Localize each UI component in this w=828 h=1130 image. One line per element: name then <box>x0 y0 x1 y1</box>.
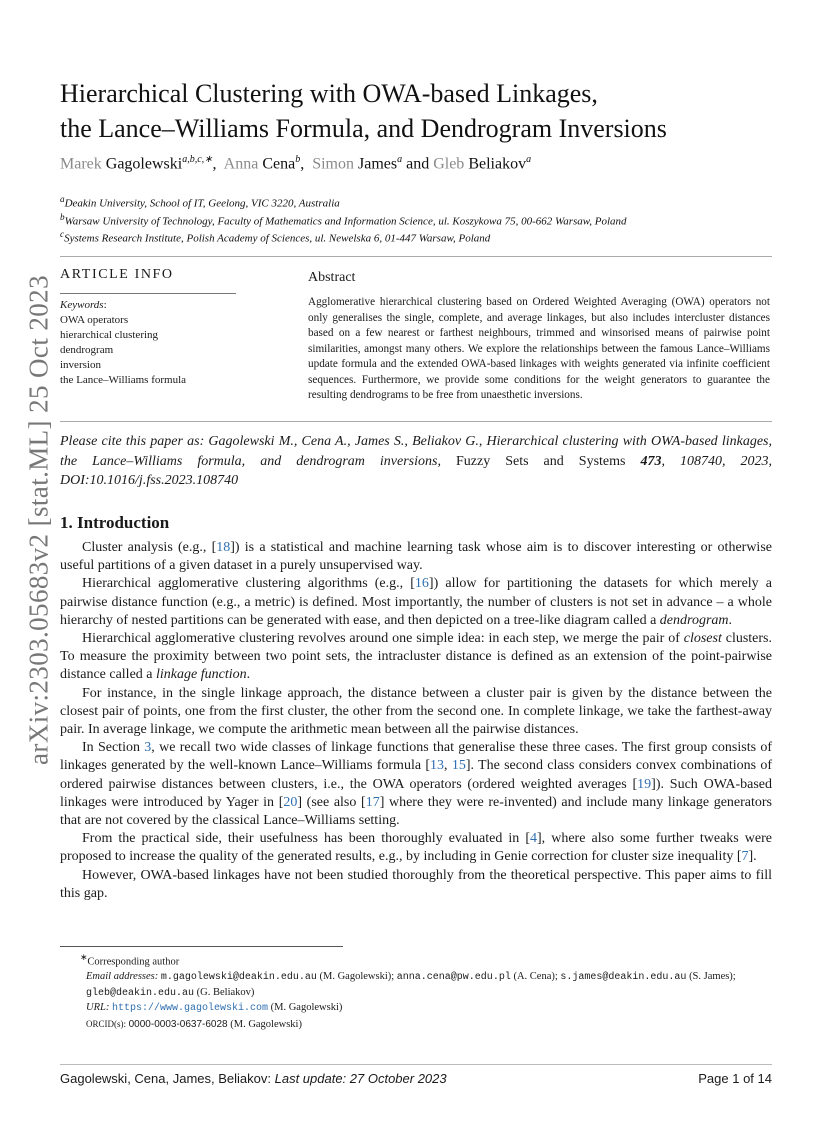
email-link[interactable]: gleb@deakin.edu.au <box>86 987 195 999</box>
affiliation-b <box>60 212 627 228</box>
email-link[interactable]: s.james@deakin.edu.au <box>560 972 687 984</box>
paragraph: Hierarchical agglomerative clustering revolves around one simple idea: in each step, we merge the pair of closest clusters. To measure the proximity between two point sets, the intracluster distance is defined as an extension of the point-pairwise distance called a linkage function. <box>60 631 773 683</box>
citation-link[interactable]: 15 <box>451 758 466 774</box>
author-first-name: Marek <box>60 155 102 173</box>
affiliation-mark: a <box>60 194 65 204</box>
affiliation-c <box>60 229 490 245</box>
homepage-link[interactable]: https://www.gagolewski.com <box>111 1003 268 1015</box>
citation-link[interactable]: 19 <box>637 776 652 792</box>
arxiv-stamp-text: arXiv:2303.05683v2 [stat.ML] 25 Oct 2023 <box>23 275 54 765</box>
page-footer <box>60 1071 772 1086</box>
keyword-item: inversion <box>60 359 101 371</box>
abstract-rule <box>60 421 772 422</box>
paragraph: However, OWA-based linkages have not been studied thoroughly from the theoretical perspective. This paper aims to fill this gap. <box>60 867 772 901</box>
paragraph: Cluster analysis (e.g., [18]) is a statistical and machine learning task whose aim is to discover interesting or otherwise useful partitions of a given dataset in a purely unsupervised way. <box>60 540 772 574</box>
section-heading: 1. Introduction <box>60 513 170 532</box>
cite-journal: Fuzzy Sets and Systems <box>455 453 626 469</box>
footnote-rule <box>60 946 343 947</box>
keyword-item: OWA operators <box>60 314 129 326</box>
keywords-block: Keywords: OWA operators hierarchical clustering dendrogram inversion the Lance–Williams formula <box>60 299 187 386</box>
affiliation-a <box>60 194 340 210</box>
citation-link[interactable]: 13 <box>430 758 445 774</box>
author-affil-mark: b <box>295 154 301 165</box>
arxiv-stamp <box>22 240 56 800</box>
footer-update: Last update: 27 October 2023 <box>274 1071 447 1086</box>
page-number: Page 1 of 14 <box>698 1071 772 1086</box>
cite-notice <box>60 432 772 491</box>
author-first-name: Gleb <box>433 155 465 173</box>
citation-link[interactable]: 17 <box>365 794 380 810</box>
paper-title <box>60 76 780 146</box>
cite-prefix: Please cite this paper as: Gagolewski M., Cena A., James S., Beliakov G., Hierarchical clustering with OWA-based linkages, the Lance–Williams formula, and dendrogram inversions, <box>60 434 772 469</box>
title-line-1: Hierarchical Clustering with OWA-based Linkages, <box>60 79 598 108</box>
keyword-item: hierarchical clustering <box>60 329 159 341</box>
author-first-name: Anna <box>223 155 259 173</box>
author-affil-mark: a <box>526 154 532 165</box>
citation-link[interactable]: 20 <box>283 794 298 810</box>
abstract-text: Agglomerative hierarchical clustering based on Ordered Weighted Averaging (OWA) operators not only generalises the single, complete, and average linkages, but also includes intercluster distances based on a few nearest or farthest neighbours, trimmed and winsorised means of pairwise point similarities, amongst many others. We explore the relationships between the famous Lance–Williams update formula and the extended OWA-based linkages with weights generated via infinite coefficient sequences. Furthermore, we provide some conditions for the weight generators to guarantee the resulting dendrograms to be free from unaesthetic inversions. <box>308 296 770 401</box>
footnote-orcid: ORCID(s): 0000-0003-0637-6028 (M. Gagolewski) <box>86 1018 302 1030</box>
keywords-label: Keywords <box>60 299 104 311</box>
keyword-item: dendrogram <box>60 344 114 356</box>
header-rule <box>60 256 772 257</box>
citation-link[interactable]: 18 <box>216 540 231 555</box>
paragraph: For instance, in the single linkage approach, the distance between a cluster pair is given by the distance between the closest pair of points, one from the first cluster, the other from the second one. In complete linkage, we take the farthest-away pair. In average linkage, we compute the arithmetic mean between all the pairwise distances. <box>60 685 772 738</box>
email-link[interactable]: m.gagolewski@deakin.edu.au <box>160 972 317 984</box>
cite-volume: 473 <box>640 453 662 469</box>
author-last-name: Beliakov <box>468 155 527 173</box>
footnotes <box>60 950 772 1032</box>
affiliation-text: Systems Research Institute, Polish Academy of Sciences, ul. Newelska 6, 01-447 Warsaw, Poland <box>64 232 491 245</box>
footnote-emails: Email addresses: m.gagolewski@deakin.edu.au (M. Gagolewski); anna.cena@pw.edu.pl (A. Cena); s.james@deakin.edu.au (S. James); gleb@deakin.edu.au (G. Beliakov) <box>86 971 736 999</box>
author-last-name: Cena <box>262 155 296 173</box>
author-and: and <box>406 155 430 173</box>
citation-link[interactable]: 4 <box>530 831 538 847</box>
paragraph: Hierarchical agglomerative clustering algorithms (e.g., [16]) allow for partitioning the datasets for which merely a pairwise distance function (e.g., a metric) is defined. Most importantly, the number of clusters is not set in advance – a whole hierarchy of nested partitions can be generated with ease, and then depicted on a tree-like diagram called a dendrogram. <box>60 576 772 628</box>
author-last-name: Gagolewski <box>105 155 183 173</box>
author-first-name: Simon <box>312 155 354 173</box>
keyword-item: the Lance–Williams formula <box>60 374 187 386</box>
author-separator: , <box>300 155 305 173</box>
cite-rest: , 108740, 2023, DOI:10.1016/j.fss.2023.108740 <box>60 453 773 488</box>
affiliation-mark: b <box>60 212 65 222</box>
section-link[interactable]: 3 <box>144 740 152 756</box>
footnote-url: URL: https://www.gagolewski.com (M. Gagolewski) <box>86 1002 343 1015</box>
article-info-heading: ARTICLE INFO <box>60 267 174 282</box>
author-separator: , <box>212 155 217 173</box>
footer-rule <box>60 1064 772 1065</box>
paragraph: From the practical side, their usefulness has been thoroughly evaluated in [4], where also some further tweaks were proposed to increase the quality of the generated results, e.g., by including in Genie correction for cluster size inequality [7]. <box>60 831 772 865</box>
orcid-id: 0000-0003-0637-6028 <box>128 1018 228 1030</box>
article-info-rule <box>60 293 236 294</box>
email-link[interactable]: anna.cena@pw.edu.pl <box>396 972 511 984</box>
affiliation-text: Deakin University, School of IT, Geelong, VIC 3220, Australia <box>64 197 340 210</box>
paragraph: In Section 3, we recall two wide classes of linkage functions that generalise these three cases. The first group consists of linkages generated by the well-known Lance–Williams formula [13, 15]. The second class considers convex combinations of ordered pairwise distances between clusters, i.e., the OWA operators (ordered weighted averages [19]). Such OWA-based linkages were introduced by Yager in [20] (see also [17] where they were re-invented) and include many linkage generators that are not covered by the classical Lance–Williams setting. <box>60 740 773 829</box>
abstract-heading: Abstract <box>308 270 356 285</box>
affiliation-text: Warsaw University of Technology, Faculty of Mathematics and Information Science, ul. Koszykowa 75, 00-662 Warsaw, Poland <box>64 215 627 228</box>
body-text <box>60 539 772 903</box>
author-affil-mark: a <box>397 154 403 165</box>
citation-link[interactable]: 16 <box>414 576 429 592</box>
author-list <box>60 154 531 173</box>
citation-link[interactable]: 7 <box>741 849 749 865</box>
author-last-name: James <box>357 155 398 173</box>
footnote-corresponding: ∗Corresponding author <box>80 952 180 968</box>
footer-authors: Gagolewski, Cena, James, Beliakov: <box>60 1071 271 1086</box>
author-affil-mark: a,b,c,∗ <box>182 154 213 165</box>
title-line-2: the Lance–Williams Formula, and Dendrogram Inversions <box>60 114 667 143</box>
affiliation-mark: c <box>60 229 65 239</box>
